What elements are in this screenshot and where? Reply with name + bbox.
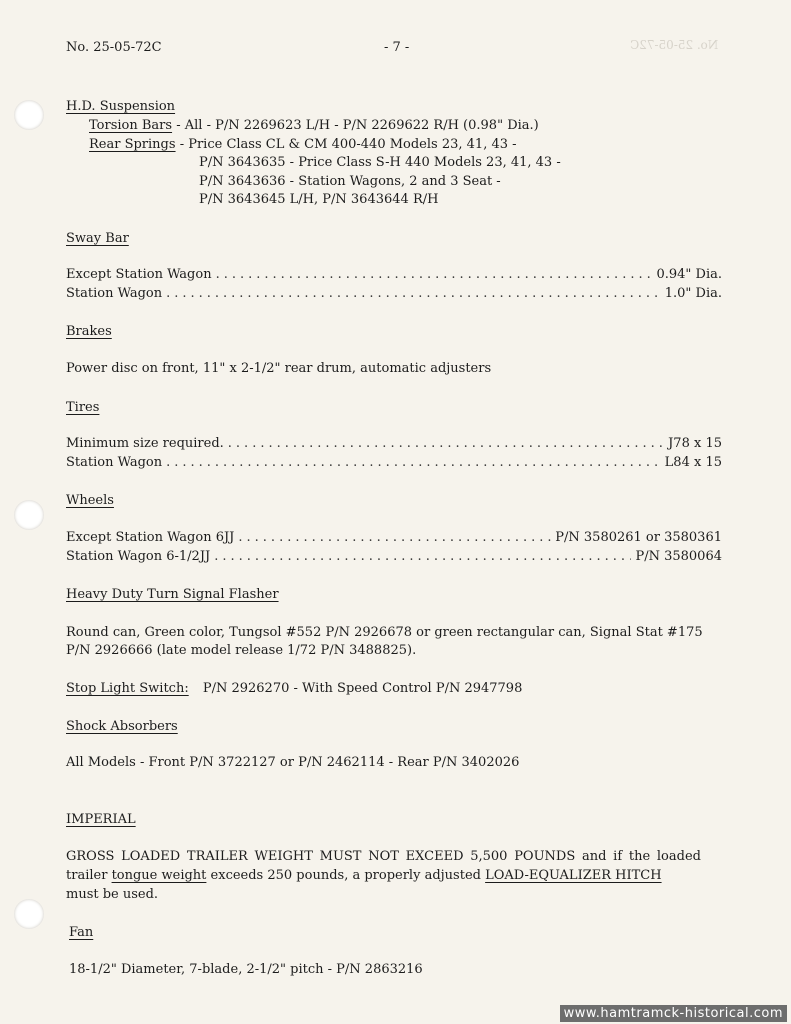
wheels-row	[66, 549, 722, 565]
wheels-row-value: P/N 3580261 or 3580361	[555, 530, 722, 545]
stop-light-row	[66, 681, 522, 697]
flasher-text-line1: Round can, Green color, Tungsol #552 P/N 2926678 or green rectangular can, Signal Stat #175	[66, 625, 703, 640]
page-number: - 7 -	[384, 40, 410, 55]
imperial-heading: IMPERIAL	[66, 812, 136, 827]
brakes-heading: Brakes	[66, 324, 112, 339]
binder-hole-bottom	[14, 899, 44, 929]
sway-bar-row	[66, 286, 722, 302]
sway-bar-row-label: Station Wagon	[66, 286, 163, 301]
sway-bar-row-value: 0.94" Dia.	[656, 267, 722, 282]
sway-bar-row-label: Except Station Wagon	[66, 267, 212, 282]
wheels-row-label: Except Station Wagon 6JJ	[66, 530, 235, 545]
rear-springs-line1: - Price Class CL & CM 400-440 Models 23, 41, 43 -	[179, 137, 517, 152]
shock-absorbers-text: All Models - Front P/N 3722127 or P/N 2462114 - Rear P/N 3402026	[66, 755, 520, 770]
flasher-heading: Heavy Duty Turn Signal Flasher	[66, 587, 279, 602]
wheels-row-value: P/N 3580064	[635, 549, 722, 564]
fan-heading: Fan	[69, 925, 94, 940]
fan-text: 18-1/2" Diameter, 7-blade, 2-1/2" pitch - P/N 2863216	[69, 962, 423, 977]
imperial-line2-a: trailer	[66, 868, 108, 883]
sway-bar-row-value: 1.0" Dia.	[664, 286, 722, 301]
binder-hole-top	[14, 100, 44, 130]
load-equalizer-hitch-text: LOAD-EQUALIZER HITCH	[485, 868, 662, 883]
tires-row-value: L84 x 15	[664, 455, 722, 470]
torsion-bars-value: - All - P/N 2269623 L/H - P/N 2269622 R/H (0.98" Dia.)	[176, 118, 539, 133]
tires-row	[66, 455, 722, 471]
leader-dots	[238, 530, 551, 546]
torsion-bars-row	[89, 118, 539, 134]
document-number: No. 25-05-72C	[66, 40, 162, 55]
imperial-line2	[66, 868, 662, 884]
tires-row	[66, 436, 722, 452]
watermark-url[interactable]: www.hamtramck-historical.com	[560, 1005, 787, 1022]
leader-dots	[228, 436, 664, 452]
rear-springs-row	[89, 137, 517, 153]
rear-springs-line3: P/N 3643636 - Station Wagons, 2 and 3 Seat -	[199, 174, 501, 189]
sway-bar-row	[66, 267, 722, 283]
imperial-line2-c: exceeds 250 pounds, a properly adjusted	[210, 868, 481, 883]
wheels-row	[66, 530, 722, 546]
wheels-row-label: Station Wagon 6-1/2JJ	[66, 549, 211, 564]
rear-springs-line4: P/N 3643645 L/H, P/N 3643644 R/H	[199, 192, 439, 207]
tires-heading: Tires	[66, 400, 100, 415]
flasher-text-line2: P/N 2926666 (late model release 1/72 P/N 3488825).	[66, 643, 417, 658]
stop-light-text: P/N 2926270 - With Speed Control P/N 2947798	[202, 681, 523, 696]
sway-bar-heading: Sway Bar	[66, 231, 129, 246]
tires-row-label: Station Wagon	[66, 455, 163, 470]
imperial-line1: GROSS LOADED TRAILER WEIGHT MUST NOT EXCEED 5,500 POUNDS and if the loaded	[66, 849, 701, 864]
tires-row-value: J78 x 15	[668, 436, 722, 451]
wheels-heading: Wheels	[66, 493, 114, 508]
torsion-bars-label: Torsion Bars	[89, 118, 173, 133]
rear-springs-line2: P/N 3643635 - Price Class S-H 440 Models 23, 41, 43 -	[199, 155, 561, 170]
binder-hole-middle	[14, 500, 44, 530]
brakes-text: Power disc on front, 11" x 2-1/2" rear drum, automatic adjusters	[66, 361, 492, 376]
rear-springs-label: Rear Springs	[89, 137, 176, 152]
leader-dots	[214, 549, 631, 565]
shock-absorbers-heading: Shock Absorbers	[66, 719, 178, 734]
imperial-line3: must be used.	[66, 887, 159, 902]
stop-light-label: Stop Light Switch:	[66, 681, 189, 696]
hd-suspension-heading: H.D. Suspension	[66, 99, 176, 114]
leader-dots	[166, 286, 661, 302]
tires-row-label: Minimum size required.	[66, 436, 224, 451]
leader-dots	[216, 267, 653, 283]
leader-dots	[166, 455, 661, 471]
tongue-weight-text: tongue weight	[111, 868, 207, 883]
bleed-through-text: No. 25-05-72C	[630, 38, 719, 52]
